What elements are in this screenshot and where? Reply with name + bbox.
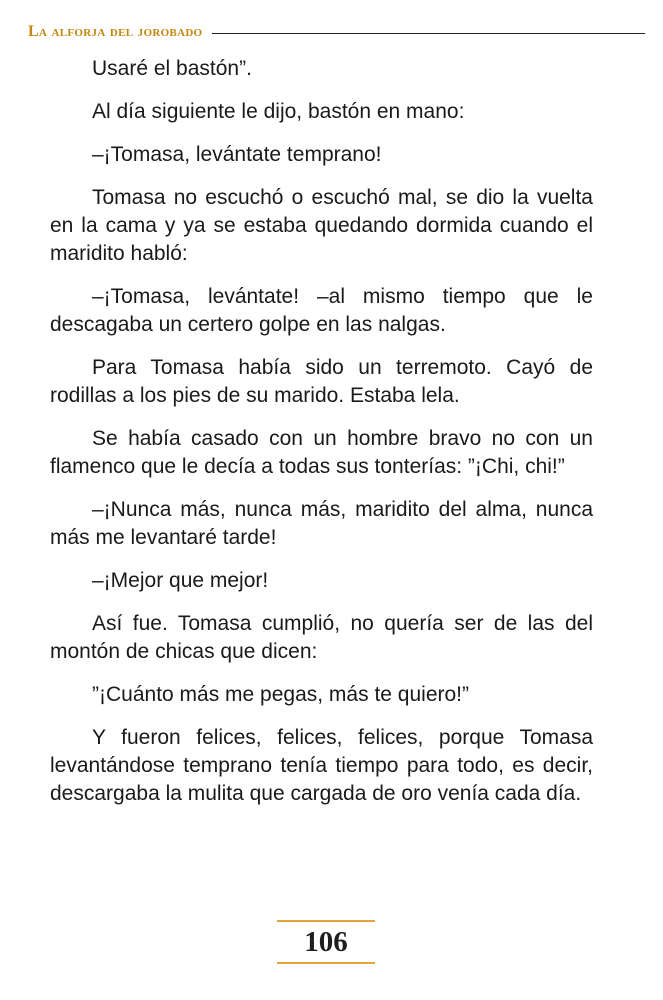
- paragraph: –¡Tomasa, levántate temprano!: [92, 143, 382, 166]
- paragraph: Para Tomasa había sido un terremoto. Cayó de rodillas a los pies de su marido. Estaba lela.: [50, 356, 593, 407]
- paragraph: Se había casado con un hombre bravo no con un flamenco que le decía a todas sus tonterías: ”¡Chi, chi!”: [50, 427, 593, 478]
- running-header: [28, 22, 645, 42]
- page-number-bottom-rule: [277, 962, 375, 964]
- paragraph: Usaré el bastón”.: [92, 57, 252, 80]
- page-number: [277, 920, 375, 964]
- paragraph: Así fue. Tomasa cumplió, no quería ser de las del montón de chicas que dicen:: [50, 612, 593, 663]
- header-rule: [212, 33, 645, 34]
- page-number-text: 106: [304, 926, 348, 958]
- paragraph: ”¡Cuánto más me pegas, más te quiero!”: [92, 683, 469, 706]
- paragraph: –¡Tomasa, levántate! –al mismo tiempo que le descagaba un certero golpe en las nalgas.: [50, 285, 593, 336]
- header-title: La alforja del jorobado: [28, 23, 203, 40]
- body-text: [50, 55, 593, 823]
- paragraph: –¡Nunca más, nunca más, maridito del alma, nunca más me levantaré tarde!: [50, 498, 593, 549]
- paragraph: Al día siguiente le dijo, bastón en mano:: [92, 100, 465, 123]
- paragraph: –¡Mejor que mejor!: [92, 569, 269, 592]
- paragraph: Tomasa no escuchó o escuchó mal, se dio la vuelta en la cama y ya se estaba quedando dormida cuando el maridito habló:: [50, 186, 593, 265]
- paragraph: Y fueron felices, felices, felices, porque Tomasa levantándose temprano tenía tiempo para todo, es decir, descargaba la mulita que cargada de oro venía cada día.: [50, 726, 593, 805]
